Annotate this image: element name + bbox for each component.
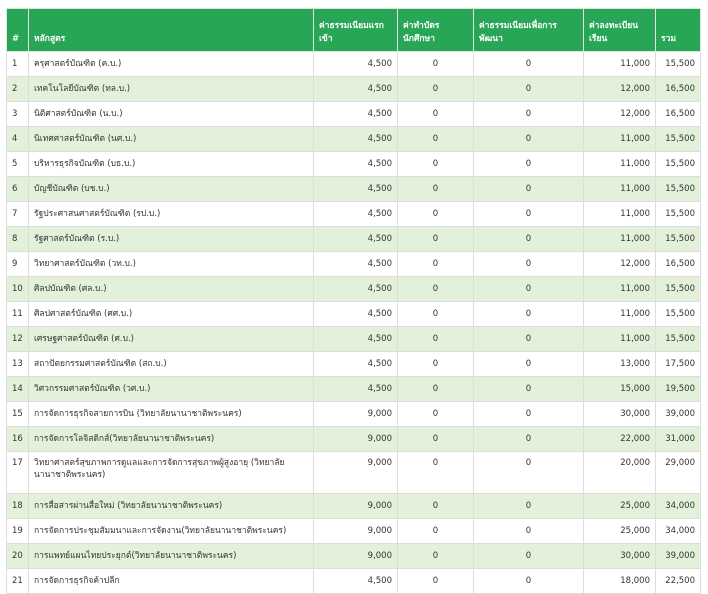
table-row bbox=[7, 427, 701, 452]
registration-fee: 12,000 bbox=[584, 77, 656, 102]
entrance-fee: 4,500 bbox=[314, 227, 398, 252]
entrance-fee: 4,500 bbox=[314, 177, 398, 202]
development-fee: 0 bbox=[474, 227, 584, 252]
table-row bbox=[7, 152, 701, 177]
development-fee: 0 bbox=[474, 77, 584, 102]
table-row bbox=[7, 252, 701, 277]
total-fee: 17,500 bbox=[656, 352, 701, 377]
row-index: 5 bbox=[7, 152, 29, 177]
header-development-fee: ค่าธรรมเนียมเพื่อการพัฒนา bbox=[474, 9, 584, 52]
development-fee: 0 bbox=[474, 302, 584, 327]
id-card-fee: 0 bbox=[398, 569, 474, 594]
row-index: 17 bbox=[7, 452, 29, 494]
registration-fee: 22,000 bbox=[584, 427, 656, 452]
development-fee: 0 bbox=[474, 494, 584, 519]
registration-fee: 13,000 bbox=[584, 352, 656, 377]
program-name: วิทยาศาสตร์บัณฑิต (วท.บ.) bbox=[29, 252, 314, 277]
total-fee: 15,500 bbox=[656, 177, 701, 202]
header-total: รวม bbox=[656, 9, 701, 52]
registration-fee: 11,000 bbox=[584, 327, 656, 352]
entrance-fee: 9,000 bbox=[314, 427, 398, 452]
id-card-fee: 0 bbox=[398, 494, 474, 519]
row-index: 20 bbox=[7, 544, 29, 569]
table-row bbox=[7, 77, 701, 102]
entrance-fee: 4,500 bbox=[314, 52, 398, 77]
program-name: บัญชีบัณฑิต (บช.บ.) bbox=[29, 177, 314, 202]
id-card-fee: 0 bbox=[398, 177, 474, 202]
entrance-fee: 9,000 bbox=[314, 544, 398, 569]
id-card-fee: 0 bbox=[398, 327, 474, 352]
table-row bbox=[7, 377, 701, 402]
table-row bbox=[7, 277, 701, 302]
program-name: ศิลปศาสตร์บัณฑิต (ศศ.บ.) bbox=[29, 302, 314, 327]
id-card-fee: 0 bbox=[398, 519, 474, 544]
total-fee: 16,500 bbox=[656, 252, 701, 277]
total-fee: 15,500 bbox=[656, 202, 701, 227]
table-row bbox=[7, 102, 701, 127]
header-index: # bbox=[7, 9, 29, 52]
registration-fee: 12,000 bbox=[584, 102, 656, 127]
program-name: การจัดการธุรกิจค้าปลีก bbox=[29, 569, 314, 594]
registration-fee: 30,000 bbox=[584, 402, 656, 427]
table-row bbox=[7, 202, 701, 227]
row-index: 3 bbox=[7, 102, 29, 127]
entrance-fee: 4,500 bbox=[314, 102, 398, 127]
table-row bbox=[7, 519, 701, 544]
program-name: ศิลปบัณฑิต (ศล.บ.) bbox=[29, 277, 314, 302]
program-name: เศรษฐศาสตร์บัณฑิต (ศ.บ.) bbox=[29, 327, 314, 352]
total-fee: 15,500 bbox=[656, 127, 701, 152]
table-row bbox=[7, 352, 701, 377]
development-fee: 0 bbox=[474, 177, 584, 202]
id-card-fee: 0 bbox=[398, 352, 474, 377]
development-fee: 0 bbox=[474, 427, 584, 452]
id-card-fee: 0 bbox=[398, 402, 474, 427]
total-fee: 39,000 bbox=[656, 544, 701, 569]
row-index: 8 bbox=[7, 227, 29, 252]
table-row bbox=[7, 452, 701, 494]
row-index: 1 bbox=[7, 52, 29, 77]
header-entrance-fee: ค่าธรรมเนียมแรกเข้า bbox=[314, 9, 398, 52]
registration-fee: 11,000 bbox=[584, 127, 656, 152]
table-header bbox=[7, 9, 701, 52]
total-fee: 15,500 bbox=[656, 302, 701, 327]
row-index: 7 bbox=[7, 202, 29, 227]
header-registration-fee: ค่าลงทะเบียนเรียน bbox=[584, 9, 656, 52]
table-row bbox=[7, 302, 701, 327]
development-fee: 0 bbox=[474, 102, 584, 127]
development-fee: 0 bbox=[474, 52, 584, 77]
development-fee: 0 bbox=[474, 377, 584, 402]
program-name: เทคโนโลยีบัณฑิต (ทล.บ.) bbox=[29, 77, 314, 102]
program-name: การจัดการประชุมสัมมนาและการจัดงาน(วิทยาลัยนานาชาติพระนคร) bbox=[29, 519, 314, 544]
program-name: รัฐศาสตร์บัณฑิต (ร.บ.) bbox=[29, 227, 314, 252]
development-fee: 0 bbox=[474, 252, 584, 277]
header-id-card-fee: ค่าทำบัตรนักศึกษา bbox=[398, 9, 474, 52]
program-name: วิศวกรรมศาสตร์บัณฑิต (วศ.บ.) bbox=[29, 377, 314, 402]
table-row bbox=[7, 127, 701, 152]
id-card-fee: 0 bbox=[398, 302, 474, 327]
entrance-fee: 4,500 bbox=[314, 302, 398, 327]
entrance-fee: 9,000 bbox=[314, 402, 398, 427]
development-fee: 0 bbox=[474, 352, 584, 377]
total-fee: 15,500 bbox=[656, 327, 701, 352]
table-row bbox=[7, 327, 701, 352]
program-name: วิทยาศาสตร์สุขภาพการดูแลและการจัดการสุขภาพผู้สูงอายุ (วิทยาลัยนานาชาติพระนคร) bbox=[29, 452, 314, 494]
program-name: รัฐประศาสนศาสตร์บัณฑิต (รป.บ.) bbox=[29, 202, 314, 227]
total-fee: 34,000 bbox=[656, 519, 701, 544]
row-index: 11 bbox=[7, 302, 29, 327]
entrance-fee: 4,500 bbox=[314, 569, 398, 594]
entrance-fee: 4,500 bbox=[314, 252, 398, 277]
id-card-fee: 0 bbox=[398, 277, 474, 302]
table-row bbox=[7, 227, 701, 252]
row-index: 16 bbox=[7, 427, 29, 452]
entrance-fee: 9,000 bbox=[314, 494, 398, 519]
total-fee: 15,500 bbox=[656, 52, 701, 77]
entrance-fee: 4,500 bbox=[314, 127, 398, 152]
program-name: นิเทศศาสตร์บัณฑิต (นศ.บ.) bbox=[29, 127, 314, 152]
entrance-fee: 9,000 bbox=[314, 519, 398, 544]
program-name: บริหารธุรกิจบัณฑิต (บธ.บ.) bbox=[29, 152, 314, 177]
row-index: 6 bbox=[7, 177, 29, 202]
table-row bbox=[7, 402, 701, 427]
total-fee: 22,500 bbox=[656, 569, 701, 594]
row-index: 10 bbox=[7, 277, 29, 302]
registration-fee: 11,000 bbox=[584, 227, 656, 252]
total-fee: 31,000 bbox=[656, 427, 701, 452]
development-fee: 0 bbox=[474, 544, 584, 569]
total-fee: 15,500 bbox=[656, 152, 701, 177]
development-fee: 0 bbox=[474, 519, 584, 544]
row-index: 15 bbox=[7, 402, 29, 427]
entrance-fee: 4,500 bbox=[314, 277, 398, 302]
development-fee: 0 bbox=[474, 202, 584, 227]
registration-fee: 11,000 bbox=[584, 152, 656, 177]
row-index: 4 bbox=[7, 127, 29, 152]
development-fee: 0 bbox=[474, 402, 584, 427]
table-body bbox=[7, 52, 701, 594]
development-fee: 0 bbox=[474, 569, 584, 594]
entrance-fee: 4,500 bbox=[314, 327, 398, 352]
registration-fee: 11,000 bbox=[584, 52, 656, 77]
development-fee: 0 bbox=[474, 277, 584, 302]
tuition-fee-table bbox=[6, 8, 701, 594]
program-name: การสื่อสารผ่านสื่อใหม่ (วิทยาลัยนานาชาติพระนคร) bbox=[29, 494, 314, 519]
total-fee: 34,000 bbox=[656, 494, 701, 519]
id-card-fee: 0 bbox=[398, 52, 474, 77]
row-index: 13 bbox=[7, 352, 29, 377]
id-card-fee: 0 bbox=[398, 452, 474, 494]
entrance-fee: 9,000 bbox=[314, 452, 398, 494]
entrance-fee: 4,500 bbox=[314, 377, 398, 402]
id-card-fee: 0 bbox=[398, 127, 474, 152]
entrance-fee: 4,500 bbox=[314, 152, 398, 177]
table-row bbox=[7, 52, 701, 77]
row-index: 21 bbox=[7, 569, 29, 594]
registration-fee: 11,000 bbox=[584, 277, 656, 302]
table-row bbox=[7, 494, 701, 519]
registration-fee: 11,000 bbox=[584, 177, 656, 202]
development-fee: 0 bbox=[474, 152, 584, 177]
registration-fee: 15,000 bbox=[584, 377, 656, 402]
total-fee: 39,000 bbox=[656, 402, 701, 427]
id-card-fee: 0 bbox=[398, 227, 474, 252]
total-fee: 16,500 bbox=[656, 77, 701, 102]
id-card-fee: 0 bbox=[398, 377, 474, 402]
table-row bbox=[7, 544, 701, 569]
registration-fee: 11,000 bbox=[584, 302, 656, 327]
program-name: นิติศาสตร์บัณฑิต (น.บ.) bbox=[29, 102, 314, 127]
registration-fee: 20,000 bbox=[584, 452, 656, 494]
id-card-fee: 0 bbox=[398, 202, 474, 227]
total-fee: 15,500 bbox=[656, 277, 701, 302]
program-name: ครุศาสตร์บัณฑิต (ค.บ.) bbox=[29, 52, 314, 77]
program-name: การแพทย์แผนไทยประยุกต์(วิทยาลัยนานาชาติพระนคร) bbox=[29, 544, 314, 569]
id-card-fee: 0 bbox=[398, 152, 474, 177]
development-fee: 0 bbox=[474, 327, 584, 352]
total-fee: 19,500 bbox=[656, 377, 701, 402]
total-fee: 29,000 bbox=[656, 452, 701, 494]
row-index: 2 bbox=[7, 77, 29, 102]
row-index: 18 bbox=[7, 494, 29, 519]
header-program: หลักสูตร bbox=[29, 9, 314, 52]
id-card-fee: 0 bbox=[398, 427, 474, 452]
row-index: 12 bbox=[7, 327, 29, 352]
id-card-fee: 0 bbox=[398, 77, 474, 102]
program-name: การจัดการโลจิสติกส์(วิทยาลัยนานาชาติพระนคร) bbox=[29, 427, 314, 452]
header-row bbox=[7, 9, 701, 52]
registration-fee: 25,000 bbox=[584, 519, 656, 544]
table-row bbox=[7, 177, 701, 202]
registration-fee: 30,000 bbox=[584, 544, 656, 569]
total-fee: 15,500 bbox=[656, 227, 701, 252]
id-card-fee: 0 bbox=[398, 544, 474, 569]
registration-fee: 11,000 bbox=[584, 202, 656, 227]
row-index: 19 bbox=[7, 519, 29, 544]
row-index: 9 bbox=[7, 252, 29, 277]
entrance-fee: 4,500 bbox=[314, 77, 398, 102]
total-fee: 16,500 bbox=[656, 102, 701, 127]
registration-fee: 12,000 bbox=[584, 252, 656, 277]
registration-fee: 18,000 bbox=[584, 569, 656, 594]
table-row bbox=[7, 569, 701, 594]
entrance-fee: 4,500 bbox=[314, 352, 398, 377]
id-card-fee: 0 bbox=[398, 102, 474, 127]
entrance-fee: 4,500 bbox=[314, 202, 398, 227]
program-name: การจัดการธุรกิจสายการบิน (วิทยาลัยนานาชาติพระนคร) bbox=[29, 402, 314, 427]
registration-fee: 25,000 bbox=[584, 494, 656, 519]
program-name: สถาปัตยกรรมศาสตร์บัณฑิต (สถ.บ.) bbox=[29, 352, 314, 377]
id-card-fee: 0 bbox=[398, 252, 474, 277]
development-fee: 0 bbox=[474, 127, 584, 152]
development-fee: 0 bbox=[474, 452, 584, 494]
row-index: 14 bbox=[7, 377, 29, 402]
